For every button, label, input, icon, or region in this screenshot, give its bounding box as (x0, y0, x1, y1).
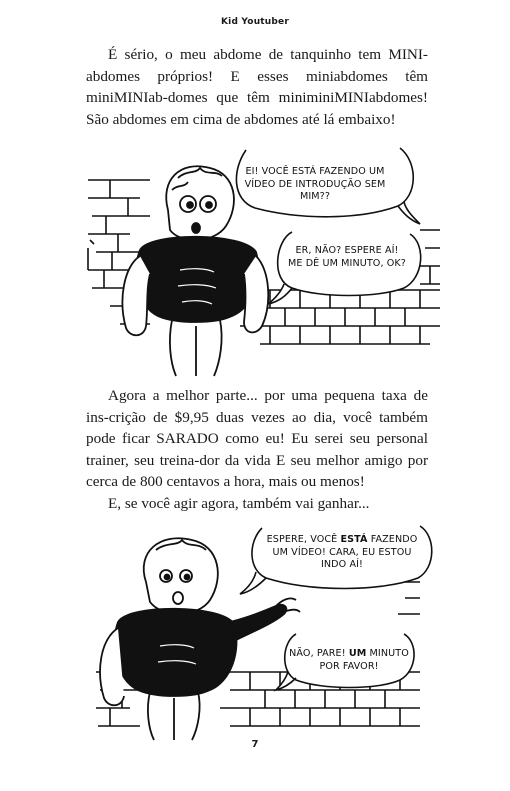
paragraph-3-text: E, se você agir agora, também vai ganhar... (108, 495, 370, 512)
speech-text-4: NÃO, PARE! UM MINUTO POR FAVOR! (289, 648, 409, 672)
speech-text-1: EI! VOCÊ ESTÁ FAZENDO UM VÍDEO DE INTRODUÇÃO SEM MIM?? (244, 166, 386, 202)
paragraph-2 (86, 385, 428, 493)
paragraph-2-text: Agora a melhor parte... por uma pequena taxa de ins-crição de $9,95 duas vezes ao dia, você também pode ficar SARADO como eu! Eu serei seu personal trainer, seu treina-dor da vida E seu melhor amigo por cerca de 800 centavos a hora, mais ou menos! (86, 387, 428, 491)
paragraph-1-text: É sério, o meu abdome de tanquinho tem MINI-abdomes próprios! E esses miniabdomes têm miniMINIab-domes que têm miniminiMINIabdomes! São abdomes em cima de abdomes até lá embaixo! (86, 46, 428, 128)
speech-text-2: ER, NÃO? ESPERE AÍ! ME DÊ UM MINUTO, OK? (288, 245, 406, 269)
comic-panel-2 (0, 522, 510, 742)
paragraph-1 (86, 44, 428, 130)
paragraph-3 (86, 493, 428, 515)
running-header: Kid Youtuber (220, 17, 289, 27)
page-number: 7 (251, 739, 259, 750)
speech-text-3: ESPERE, VOCÊ ESTÁ FAZENDO UM VÍDEO! CARA, EU ESTOU INDO AÍ! (266, 534, 418, 570)
